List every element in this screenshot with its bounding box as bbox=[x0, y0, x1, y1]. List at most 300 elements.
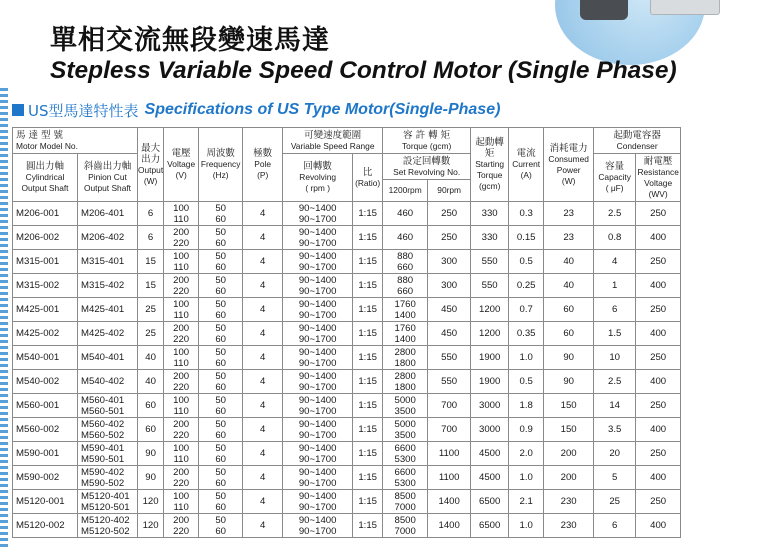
header-set-revolving: 設定回轉數 Set Revolving No. bbox=[383, 154, 471, 180]
cell-frequency bbox=[199, 226, 243, 250]
cell-output: 90 bbox=[138, 442, 164, 466]
spec-table-body bbox=[13, 202, 681, 538]
cell-output: 15 bbox=[138, 274, 164, 298]
table-row bbox=[13, 346, 681, 370]
cell-consumed-power: 60 bbox=[544, 322, 594, 346]
cell-voltage bbox=[164, 466, 199, 490]
cell-revolving bbox=[283, 418, 353, 442]
cell-revolving bbox=[283, 322, 353, 346]
cell-torque-90: 1400 bbox=[428, 490, 471, 514]
cell-pole: 4 bbox=[243, 346, 283, 370]
cell-frequency bbox=[199, 322, 243, 346]
cell-frequency bbox=[199, 514, 243, 538]
cell-pinion-shaft bbox=[78, 370, 138, 394]
cell-revolving-line: 90~1700 bbox=[298, 309, 337, 321]
cell-pinion-shaft-line: M425-401 bbox=[81, 304, 125, 315]
cell-frequency-line: 60 bbox=[215, 477, 226, 489]
table-row bbox=[13, 370, 681, 394]
cell-frequency bbox=[199, 490, 243, 514]
cell-torque-1200-line: 880 bbox=[397, 274, 414, 286]
cell-ratio: 1:15 bbox=[353, 490, 383, 514]
cell-output: 6 bbox=[138, 202, 164, 226]
cell-revolving-line: 90~1700 bbox=[298, 477, 337, 489]
cell-resistance-voltage: 400 bbox=[636, 274, 681, 298]
cell-round-shaft: M206-001 bbox=[13, 202, 78, 226]
cell-frequency bbox=[199, 274, 243, 298]
cell-revolving bbox=[283, 490, 353, 514]
cell-voltage-line: 100 bbox=[173, 298, 190, 310]
cell-voltage-line: 220 bbox=[173, 381, 190, 393]
cell-revolving bbox=[283, 202, 353, 226]
cell-consumed-power: 40 bbox=[544, 274, 594, 298]
cell-ratio: 1:15 bbox=[353, 322, 383, 346]
cell-torque-1200-line: 460 bbox=[397, 208, 414, 219]
cell-resistance-voltage: 250 bbox=[636, 202, 681, 226]
cell-capacity: 20 bbox=[594, 442, 636, 466]
cell-voltage bbox=[164, 274, 199, 298]
cell-torque-1200-line: 1760 bbox=[394, 298, 416, 310]
cell-pinion-shaft bbox=[78, 514, 138, 538]
table-row bbox=[13, 274, 681, 298]
cell-current: 1.0 bbox=[509, 514, 544, 538]
cell-voltage-line: 100 bbox=[173, 442, 190, 454]
cell-current: 0.9 bbox=[509, 418, 544, 442]
cell-ratio: 1:15 bbox=[353, 202, 383, 226]
cell-torque-90: 1100 bbox=[428, 466, 471, 490]
cell-round-shaft: M425-002 bbox=[13, 322, 78, 346]
cell-capacity: 0.8 bbox=[594, 226, 636, 250]
cell-starting-torque: 330 bbox=[471, 226, 509, 250]
cell-torque-1200-line: 1760 bbox=[394, 322, 416, 334]
cell-capacity: 6 bbox=[594, 514, 636, 538]
cell-frequency-line: 50 bbox=[215, 250, 226, 262]
cell-round-shaft: M5120-001 bbox=[13, 490, 78, 514]
cell-voltage-line: 100 bbox=[173, 346, 190, 358]
cell-revolving-line: 90~1700 bbox=[298, 213, 337, 225]
cell-revolving-line: 90~1400 bbox=[298, 394, 337, 406]
cell-torque-1200-line: 2800 bbox=[394, 346, 416, 358]
header-output: 最大 出力 Output (W) bbox=[138, 128, 164, 202]
table-row bbox=[13, 442, 681, 466]
cell-current: 0.3 bbox=[509, 202, 544, 226]
cell-torque-1200 bbox=[383, 298, 428, 322]
cell-pole: 4 bbox=[243, 490, 283, 514]
cell-starting-torque: 4500 bbox=[471, 442, 509, 466]
cell-round-shaft: M590-001 bbox=[13, 442, 78, 466]
cell-torque-1200 bbox=[383, 346, 428, 370]
cell-pinion-shaft-line: M315-401 bbox=[81, 256, 125, 267]
cell-torque-90: 550 bbox=[428, 346, 471, 370]
cell-revolving bbox=[283, 466, 353, 490]
cell-revolving bbox=[283, 346, 353, 370]
cell-frequency-line: 60 bbox=[215, 261, 226, 273]
cell-round-shaft: M425-001 bbox=[13, 298, 78, 322]
cell-torque-1200 bbox=[383, 514, 428, 538]
cell-torque-90: 300 bbox=[428, 274, 471, 298]
cell-current: 0.15 bbox=[509, 226, 544, 250]
cell-torque-1200 bbox=[383, 466, 428, 490]
cell-pinion-shaft-line: M315-402 bbox=[81, 280, 125, 291]
section-title-english: Specifications of US Type Motor(Single-Phase) bbox=[144, 101, 501, 118]
cell-current: 0.35 bbox=[509, 322, 544, 346]
cell-frequency-line: 60 bbox=[215, 381, 226, 393]
header-revolving: 回轉數 Revolving ( rpm ) bbox=[283, 154, 353, 202]
cell-pole: 4 bbox=[243, 274, 283, 298]
cell-torque-1200-line: 7000 bbox=[394, 525, 416, 537]
cell-voltage bbox=[164, 322, 199, 346]
cell-torque-1200-line: 460 bbox=[397, 232, 414, 243]
cell-pole: 4 bbox=[243, 514, 283, 538]
cell-voltage bbox=[164, 226, 199, 250]
cell-torque-1200-line: 660 bbox=[397, 285, 414, 297]
cell-pole: 4 bbox=[243, 322, 283, 346]
cell-frequency bbox=[199, 418, 243, 442]
cell-frequency-line: 50 bbox=[215, 322, 226, 334]
cell-frequency-line: 60 bbox=[215, 429, 226, 441]
cell-torque-1200-line: 1800 bbox=[394, 357, 416, 369]
cell-voltage bbox=[164, 202, 199, 226]
cell-starting-torque: 1200 bbox=[471, 322, 509, 346]
cell-voltage-line: 110 bbox=[173, 213, 189, 225]
cell-round-shaft: M590-002 bbox=[13, 466, 78, 490]
cell-round-shaft: M540-001 bbox=[13, 346, 78, 370]
cell-output: 120 bbox=[138, 490, 164, 514]
cell-frequency-line: 50 bbox=[215, 514, 226, 526]
cell-frequency-line: 50 bbox=[215, 346, 226, 358]
cell-revolving-line: 90~1700 bbox=[298, 501, 337, 513]
cell-frequency-line: 50 bbox=[215, 394, 226, 406]
cell-torque-1200-line: 880 bbox=[397, 250, 414, 262]
cell-voltage bbox=[164, 490, 199, 514]
cell-frequency-line: 60 bbox=[215, 285, 226, 297]
cell-voltage-line: 100 bbox=[173, 250, 190, 262]
cell-pinion-shaft bbox=[78, 322, 138, 346]
cell-revolving-line: 90~1700 bbox=[298, 525, 337, 537]
cell-torque-1200-line: 3500 bbox=[394, 429, 416, 441]
cell-resistance-voltage: 400 bbox=[636, 370, 681, 394]
cell-voltage-line: 110 bbox=[173, 357, 189, 369]
cell-voltage-line: 110 bbox=[173, 309, 189, 321]
cell-frequency-line: 60 bbox=[215, 309, 226, 321]
cell-frequency-line: 60 bbox=[215, 237, 226, 249]
cell-torque-1200 bbox=[383, 322, 428, 346]
header-cylindrical-shaft: 圓出力軸 Cylindrical Output Shaft bbox=[13, 154, 78, 202]
cell-voltage-line: 200 bbox=[173, 514, 190, 526]
cell-resistance-voltage: 400 bbox=[636, 514, 681, 538]
cell-pole: 4 bbox=[243, 442, 283, 466]
cell-torque-90: 450 bbox=[428, 298, 471, 322]
cell-torque-1200-line: 5300 bbox=[394, 453, 416, 465]
cell-revolving-line: 90~1400 bbox=[298, 322, 337, 334]
cell-torque-1200 bbox=[383, 250, 428, 274]
cell-revolving-line: 90~1400 bbox=[298, 202, 337, 214]
table-row bbox=[13, 322, 681, 346]
cell-voltage-line: 200 bbox=[173, 226, 190, 238]
header-consumed-power: 消耗電力 Consumed Power (W) bbox=[544, 128, 594, 202]
cell-starting-torque: 330 bbox=[471, 202, 509, 226]
cell-frequency-line: 50 bbox=[215, 298, 226, 310]
cell-output: 120 bbox=[138, 514, 164, 538]
cell-round-shaft: M5120-002 bbox=[13, 514, 78, 538]
cell-torque-90: 250 bbox=[428, 226, 471, 250]
header-current: 電流 Current (A) bbox=[509, 128, 544, 202]
header-motor-model: 馬 達 型 號 Motor Model No. bbox=[13, 128, 138, 154]
cell-frequency-line: 60 bbox=[215, 501, 226, 513]
cell-ratio: 1:15 bbox=[353, 370, 383, 394]
cell-frequency bbox=[199, 202, 243, 226]
cell-torque-1200 bbox=[383, 490, 428, 514]
cell-voltage-line: 220 bbox=[173, 285, 190, 297]
cell-capacity: 14 bbox=[594, 394, 636, 418]
cell-consumed-power: 23 bbox=[544, 202, 594, 226]
cell-pole: 4 bbox=[243, 202, 283, 226]
cell-revolving-line: 90~1700 bbox=[298, 261, 337, 273]
cell-revolving bbox=[283, 442, 353, 466]
cell-frequency-line: 50 bbox=[215, 442, 226, 454]
cell-ratio: 1:15 bbox=[353, 226, 383, 250]
cell-starting-torque: 6500 bbox=[471, 490, 509, 514]
cell-voltage-line: 100 bbox=[173, 490, 190, 502]
cell-pinion-shaft bbox=[78, 394, 138, 418]
cell-consumed-power: 150 bbox=[544, 418, 594, 442]
cell-pinion-shaft-line: M5120-501 bbox=[81, 501, 130, 513]
cell-resistance-voltage: 250 bbox=[636, 298, 681, 322]
cell-torque-1200-line: 6600 bbox=[394, 466, 416, 478]
cell-capacity: 2.5 bbox=[594, 370, 636, 394]
cell-capacity: 2.5 bbox=[594, 202, 636, 226]
cell-frequency-line: 50 bbox=[215, 226, 226, 238]
cell-round-shaft: M560-001 bbox=[13, 394, 78, 418]
table-row bbox=[13, 250, 681, 274]
cell-voltage-line: 110 bbox=[173, 261, 189, 273]
cell-pinion-shaft bbox=[78, 490, 138, 514]
cell-voltage-line: 220 bbox=[173, 525, 190, 537]
cell-starting-torque: 550 bbox=[471, 250, 509, 274]
cell-voltage bbox=[164, 370, 199, 394]
cell-torque-90: 700 bbox=[428, 394, 471, 418]
cell-resistance-voltage: 250 bbox=[636, 394, 681, 418]
cell-revolving bbox=[283, 298, 353, 322]
cell-revolving-line: 90~1700 bbox=[298, 333, 337, 345]
cell-pinion-shaft bbox=[78, 298, 138, 322]
cell-capacity: 3.5 bbox=[594, 418, 636, 442]
cell-pole: 4 bbox=[243, 226, 283, 250]
cell-torque-1200-line: 1400 bbox=[394, 309, 416, 321]
cell-frequency-line: 50 bbox=[215, 418, 226, 430]
cell-ratio: 1:15 bbox=[353, 250, 383, 274]
cell-output: 60 bbox=[138, 394, 164, 418]
cell-pinion-shaft bbox=[78, 418, 138, 442]
cell-voltage-line: 200 bbox=[173, 370, 190, 382]
cell-revolving-line: 90~1400 bbox=[298, 442, 337, 454]
cell-capacity: 6 bbox=[594, 298, 636, 322]
cell-revolving-line: 90~1400 bbox=[298, 298, 337, 310]
section-square-icon bbox=[12, 104, 24, 116]
cell-revolving bbox=[283, 274, 353, 298]
cell-pinion-shaft-line: M590-502 bbox=[81, 477, 125, 489]
cell-current: 0.5 bbox=[509, 250, 544, 274]
cell-pinion-shaft bbox=[78, 274, 138, 298]
cell-frequency bbox=[199, 394, 243, 418]
cell-pole: 4 bbox=[243, 466, 283, 490]
cell-consumed-power: 200 bbox=[544, 466, 594, 490]
cell-pinion-shaft-line: M540-402 bbox=[81, 376, 125, 387]
cell-output: 60 bbox=[138, 418, 164, 442]
cell-voltage-line: 200 bbox=[173, 322, 190, 334]
cell-torque-90: 450 bbox=[428, 322, 471, 346]
cell-starting-torque: 4500 bbox=[471, 466, 509, 490]
cell-current: 2.0 bbox=[509, 442, 544, 466]
cell-torque-1200 bbox=[383, 442, 428, 466]
table-row bbox=[13, 490, 681, 514]
cell-revolving-line: 90~1400 bbox=[298, 274, 337, 286]
cell-revolving-line: 90~1400 bbox=[298, 346, 337, 358]
cell-voltage-line: 110 bbox=[173, 453, 189, 465]
cell-torque-90: 1400 bbox=[428, 514, 471, 538]
page-title-english: Stepless Variable Speed Control Motor (Single Phase) bbox=[50, 57, 677, 84]
header-resistance-voltage: 耐電壓 Resistance Voltage (WV) bbox=[636, 154, 681, 202]
cell-output: 90 bbox=[138, 466, 164, 490]
cell-pinion-shaft-line: M5120-502 bbox=[81, 525, 130, 537]
cell-frequency-line: 50 bbox=[215, 370, 226, 382]
cell-revolving-line: 90~1400 bbox=[298, 250, 337, 262]
cell-revolving-line: 90~1700 bbox=[298, 381, 337, 393]
cell-revolving-line: 90~1400 bbox=[298, 226, 337, 238]
cell-torque-1200-line: 1800 bbox=[394, 381, 416, 393]
cell-consumed-power: 150 bbox=[544, 394, 594, 418]
cell-frequency-line: 60 bbox=[215, 405, 226, 417]
cell-resistance-voltage: 250 bbox=[636, 490, 681, 514]
cell-frequency-line: 50 bbox=[215, 466, 226, 478]
cell-torque-90: 250 bbox=[428, 202, 471, 226]
cell-pinion-shaft-line: M5120-402 bbox=[81, 514, 130, 526]
cell-frequency bbox=[199, 250, 243, 274]
cell-starting-torque: 1900 bbox=[471, 346, 509, 370]
table-row bbox=[13, 466, 681, 490]
cell-starting-torque: 3000 bbox=[471, 418, 509, 442]
cell-ratio: 1:15 bbox=[353, 274, 383, 298]
cell-pole: 4 bbox=[243, 298, 283, 322]
cell-torque-1200-line: 5000 bbox=[394, 394, 416, 406]
cell-round-shaft: M206-002 bbox=[13, 226, 78, 250]
cell-resistance-voltage: 400 bbox=[636, 226, 681, 250]
cell-torque-1200 bbox=[383, 274, 428, 298]
cell-pinion-shaft-line: M590-401 bbox=[81, 442, 125, 454]
cell-revolving-line: 90~1400 bbox=[298, 490, 337, 502]
cell-torque-90: 700 bbox=[428, 418, 471, 442]
header-frequency: 周波數 Frequency (Hz) bbox=[199, 128, 243, 202]
cell-current: 1.8 bbox=[509, 394, 544, 418]
table-row bbox=[13, 418, 681, 442]
spec-table bbox=[12, 127, 681, 538]
header-pinion-shaft: 斜齒出力軸 Pinion Cut Output Shaft bbox=[78, 154, 138, 202]
cell-capacity: 10 bbox=[594, 346, 636, 370]
cell-revolving-line: 90~1400 bbox=[298, 370, 337, 382]
page-title-chinese: 單相交流無段變速馬達 bbox=[50, 25, 330, 56]
cell-consumed-power: 90 bbox=[544, 346, 594, 370]
cell-capacity: 25 bbox=[594, 490, 636, 514]
motor-image bbox=[580, 0, 628, 20]
cell-ratio: 1:15 bbox=[353, 418, 383, 442]
cell-voltage bbox=[164, 514, 199, 538]
cell-capacity: 5 bbox=[594, 466, 636, 490]
cell-voltage-line: 220 bbox=[173, 477, 190, 489]
header-torque: 容 許 轉 矩 Torque (gcm) bbox=[383, 128, 471, 154]
cell-resistance-voltage: 400 bbox=[636, 322, 681, 346]
cell-voltage-line: 110 bbox=[173, 501, 189, 513]
cell-pinion-shaft-line: M590-402 bbox=[81, 466, 125, 478]
cell-pinion-shaft-line: M590-501 bbox=[81, 453, 125, 465]
cell-resistance-voltage: 250 bbox=[636, 442, 681, 466]
cell-pinion-shaft bbox=[78, 442, 138, 466]
cell-capacity: 4 bbox=[594, 250, 636, 274]
cell-ratio: 1:15 bbox=[353, 394, 383, 418]
cell-ratio: 1:15 bbox=[353, 298, 383, 322]
header-1200rpm: 1200rpm bbox=[383, 180, 428, 202]
left-stripe-decoration bbox=[0, 88, 8, 549]
cell-pinion-shaft-line: M206-402 bbox=[81, 232, 125, 243]
cell-consumed-power: 200 bbox=[544, 442, 594, 466]
cell-voltage bbox=[164, 442, 199, 466]
cell-consumed-power: 23 bbox=[544, 226, 594, 250]
cell-pinion-shaft bbox=[78, 250, 138, 274]
cell-voltage bbox=[164, 346, 199, 370]
cell-round-shaft: M315-002 bbox=[13, 274, 78, 298]
cell-starting-torque: 6500 bbox=[471, 514, 509, 538]
cell-torque-1200-line: 5000 bbox=[394, 418, 416, 430]
cell-frequency-line: 60 bbox=[215, 333, 226, 345]
header-ratio: 比 (Ratio) bbox=[353, 154, 383, 202]
cell-consumed-power: 90 bbox=[544, 370, 594, 394]
header-voltage: 電壓 Voltage (V) bbox=[164, 128, 199, 202]
cell-pole: 4 bbox=[243, 418, 283, 442]
cell-frequency bbox=[199, 442, 243, 466]
cell-torque-1200 bbox=[383, 418, 428, 442]
cell-frequency-line: 60 bbox=[215, 525, 226, 537]
cell-torque-1200-line: 6600 bbox=[394, 442, 416, 454]
cell-voltage bbox=[164, 394, 199, 418]
cell-frequency-line: 50 bbox=[215, 490, 226, 502]
cell-torque-90: 550 bbox=[428, 370, 471, 394]
cell-torque-1200 bbox=[383, 202, 428, 226]
cell-torque-1200-line: 2800 bbox=[394, 370, 416, 382]
cell-pinion-shaft bbox=[78, 346, 138, 370]
cell-round-shaft: M540-002 bbox=[13, 370, 78, 394]
cell-capacity: 1.5 bbox=[594, 322, 636, 346]
cell-torque-1200-line: 5300 bbox=[394, 477, 416, 489]
cell-output: 6 bbox=[138, 226, 164, 250]
cell-starting-torque: 1900 bbox=[471, 370, 509, 394]
table-row bbox=[13, 514, 681, 538]
cell-pinion-shaft-line: M560-501 bbox=[81, 405, 125, 417]
header-condenser: 起動電容器 Condenser bbox=[594, 128, 681, 154]
cell-revolving-line: 90~1400 bbox=[298, 418, 337, 430]
cell-current: 0.25 bbox=[509, 274, 544, 298]
cell-voltage bbox=[164, 418, 199, 442]
cell-frequency-line: 60 bbox=[215, 357, 226, 369]
header-speed-range: 可變速度範圍 Variable Speed Range bbox=[283, 128, 383, 154]
cell-torque-1200 bbox=[383, 226, 428, 250]
cell-current: 0.7 bbox=[509, 298, 544, 322]
cell-pole: 4 bbox=[243, 370, 283, 394]
cell-pinion-shaft-line: M540-401 bbox=[81, 352, 125, 363]
cell-torque-1200-line: 3500 bbox=[394, 405, 416, 417]
cell-ratio: 1:15 bbox=[353, 514, 383, 538]
cell-consumed-power: 230 bbox=[544, 514, 594, 538]
cell-ratio: 1:15 bbox=[353, 442, 383, 466]
cell-voltage-line: 100 bbox=[173, 394, 190, 406]
cell-pinion-shaft-line: M206-401 bbox=[81, 208, 125, 219]
